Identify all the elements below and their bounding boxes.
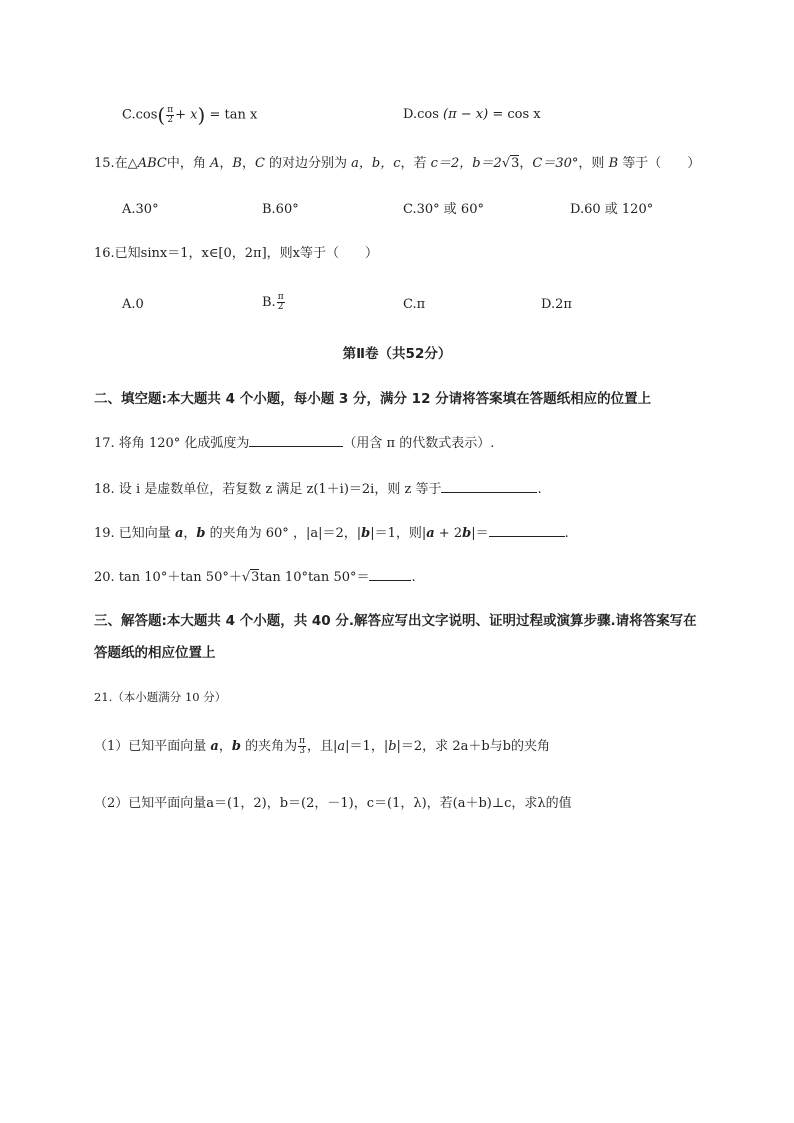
q16-stem: 16.已知sinx＝1，x∈[0，2π]，则x等于（ ） [94,246,378,261]
q21-part1: （1）已知平面向量 a，b 的夹角为 $\frac{\pi}{3}$ ，且|a|＝1，|b|＝2，求 2a＋b与b的夹角 [94,736,550,756]
q16-option-a: A.0 [122,297,144,312]
section3-heading-line2: 答题纸的相应位置上 [94,645,216,661]
q15-option-a: A.30° [122,202,159,217]
q16-option-c: C.π [403,297,426,312]
q21-angle-fraction: $\frac{\pi}{3}$ [299,736,306,756]
q21-part2: （2）已知平面向量a＝(1，2)，b＝(2，－1)，c＝(1，λ)，若(a＋b)⊥c，求λ的值 [94,796,572,811]
q20-answer-blank[interactable] [369,566,411,581]
q15-option-c: C.30° 或 60° [403,202,484,217]
q15-stem: 15.在△ABC中，角 A，B，C 的对边分别为 a，b，c，若 c＝2，b＝2√3，C＝30°，则 B 等于（ ） [94,156,701,171]
q14-option-d: D.cos (π − x) = cos x [403,107,541,122]
q19: 19. 已知向量 a，b 的夹角为 60° ，|a|＝2，|b|＝1，则|a + 2b|＝ . [94,522,569,544]
q18: 18. 设 i 是虚数单位，若复数 z 满足 z(1＋i)＝2i，则 z 等于 . [94,478,542,500]
section3-heading-line1: 三、解答题:本大题共 4 个小题，共 40 分.解答应写出文字说明、证明过程或演算步骤.请将答案写在 [94,613,697,629]
q16-option-d: D.2π [541,297,572,312]
q15-option-b: B.60° [262,202,299,217]
q17-answer-blank[interactable] [249,432,343,447]
q15-option-d: D.60 或 120° [570,202,654,217]
q21-heading: 21.（本小题满分 10 分） [94,690,227,704]
q18-answer-blank[interactable] [441,478,537,493]
q14-c-fraction: $\frac{\pi}{2}$ [167,104,174,125]
q19-answer-blank[interactable] [489,522,565,537]
q14-option-c: C.cos( $\frac{\pi}{2}$ + x) = tan x [122,103,258,127]
q17: 17. 将角 120° 化成弧度为 （用含 π 的代数式表示）. [94,432,494,454]
q16-b-fraction: $\frac{\pi}{2}$ [277,292,284,312]
part2-title: 第Ⅱ卷（共52分） [342,346,452,362]
q20: 20. tan 10°＋tan 50°＋√3tan 10°tan 50°＝ . [94,566,416,588]
q16-option-b: B. $\frac{\pi}{2}$ [262,292,284,312]
section2-heading: 二、填空题:本大题共 4 个小题，每小题 3 分，满分 12 分请将答案填在答题纸相应的位置上 [94,391,652,407]
